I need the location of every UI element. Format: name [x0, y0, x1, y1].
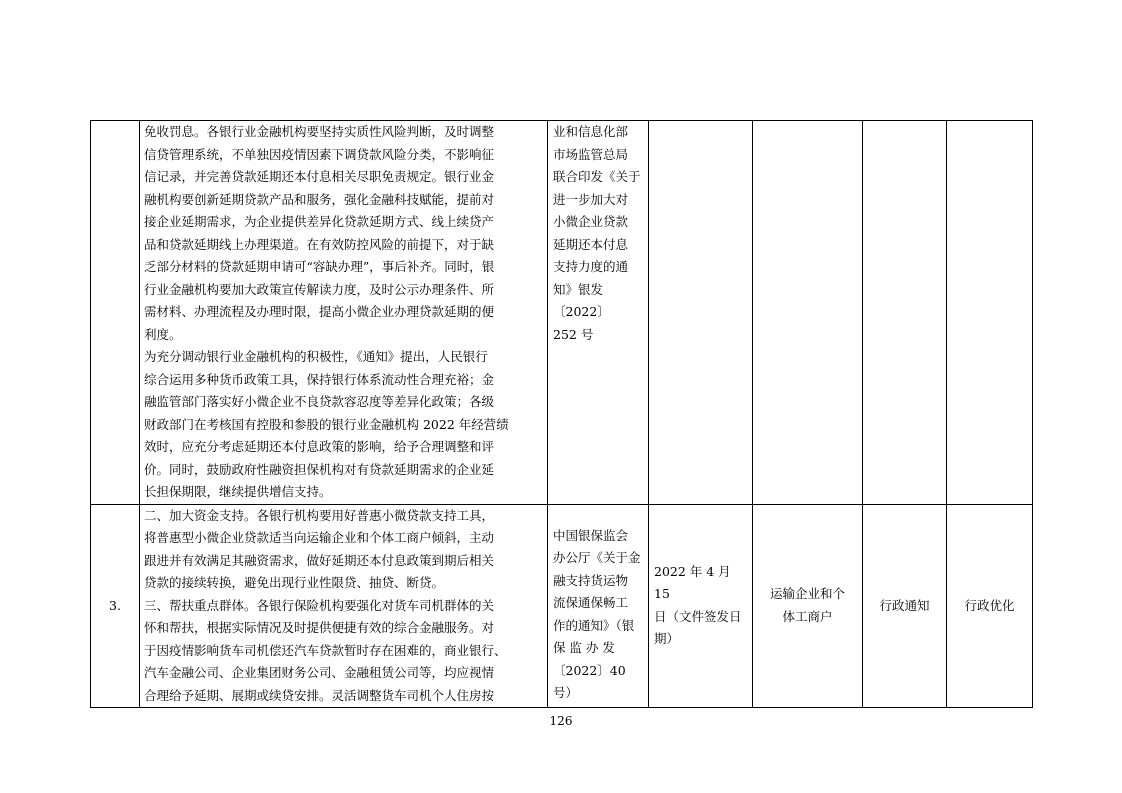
type-cell — [863, 121, 947, 505]
content-paragraph: 二、加大资金支持。各银行机构要用好普惠小微贷款支持工具， 将普惠型小微企业贷款适当向运输企业和个体工商户倾斜，主动 跟进并有效满足其融资需求，做好延期还本付息政策到期后相关 贷款的接续转换，避免出现行业性限贷、抽贷、断贷。 — [144, 507, 495, 590]
row-number: 3. — [109, 597, 121, 613]
category-cell — [947, 504, 1033, 708]
category-cell — [947, 121, 1033, 505]
policy-source: 业和信息化部 市场监管总局 联合印发《关于 进一步加大对 小微企业贷款 延期还本付息 支持力度的通 知》银发〔2022〕 252 号 — [553, 124, 641, 342]
row-number-cell — [91, 504, 140, 708]
content-cell — [140, 504, 548, 708]
row-number-cell — [91, 121, 140, 505]
table-row — [91, 504, 1033, 708]
content-paragraph: 为充分调动银行业金融机构的积极性，《通知》提出，人民银行 综合运用多种货币政策工具，保持银行体系流动性合理充裕；金 融监管部门落实好小微企业不良贷款容忍度等差异化政策；各级 财政部门在考核国有控股和参股的银行业金融机构 2022 年经营绩 效时，应充分考虑延期还本付息政策的影响，给予合理调整和评 价。同时，鼓励政府性融资担保机构对有贷款延期需求的企业延 长担保期限，继续提供增信支持。 — [144, 349, 509, 499]
target-group: 运输企业和个 体工商户 — [769, 586, 845, 624]
content-cell — [140, 121, 548, 505]
target-cell — [753, 504, 863, 708]
policy-category: 行政优化 — [964, 597, 1015, 613]
source-cell — [548, 504, 649, 708]
issue-date: 2022 年 4 月 15 日（文件签发日 期） — [654, 563, 742, 647]
date-cell — [649, 121, 753, 505]
policy-source: 中国银保监会 办公厅《关于金 融支持货运物 流保通保畅工 作的通知》（银 保 监 办 发 〔2022〕40 号） — [553, 527, 641, 700]
policy-type: 行政通知 — [879, 597, 930, 613]
content-paragraph: 免收罚息。各银行业金融机构要坚持实质性风险判断，及时调整 信贷管理系统，不单独因疫情因素下调贷款风险分类，不影响征 信记录，并完善贷款延期还本付息相关尽职免责规定。银行业金 融机构要创新延期贷款产品和服务，强化金融科技赋能，提前对 接企业延期需求，为企业提供差异化贷款延期方式、线上续贷产 品和贷款延期线上办理渠道。在有效防控风险的前提下，对于缺 乏部分材料的贷款延期申请可“容缺办理”，事后补齐。同时，银 行业金融机构要加大政策宣传解读力度，及时公示办理条件、所 需材料、办理流程及办理时限，提高小微企业办理贷款延期的便 利度。 — [144, 124, 495, 342]
policy-table — [90, 120, 1033, 708]
table-row — [91, 121, 1033, 505]
page-number: 126 — [549, 714, 573, 728]
source-cell — [548, 121, 649, 505]
date-cell — [649, 504, 753, 708]
target-cell — [753, 121, 863, 505]
content-paragraph: 三、帮扶重点群体。各银行保险机构要强化对货车司机群体的关 怀和帮扶，根据实际情况及时提供便捷有效的综合金融服务。对 于因疫情影响货车司机偿还汽车贷款暂时存在困难的，商业银行、 汽车金融公司、企业集团财务公司、金融租赁公司等，均应视情 合理给予延期、展期或续贷安排。灵活调整货车司机个人住房按 — [144, 597, 507, 703]
type-cell — [863, 504, 947, 708]
